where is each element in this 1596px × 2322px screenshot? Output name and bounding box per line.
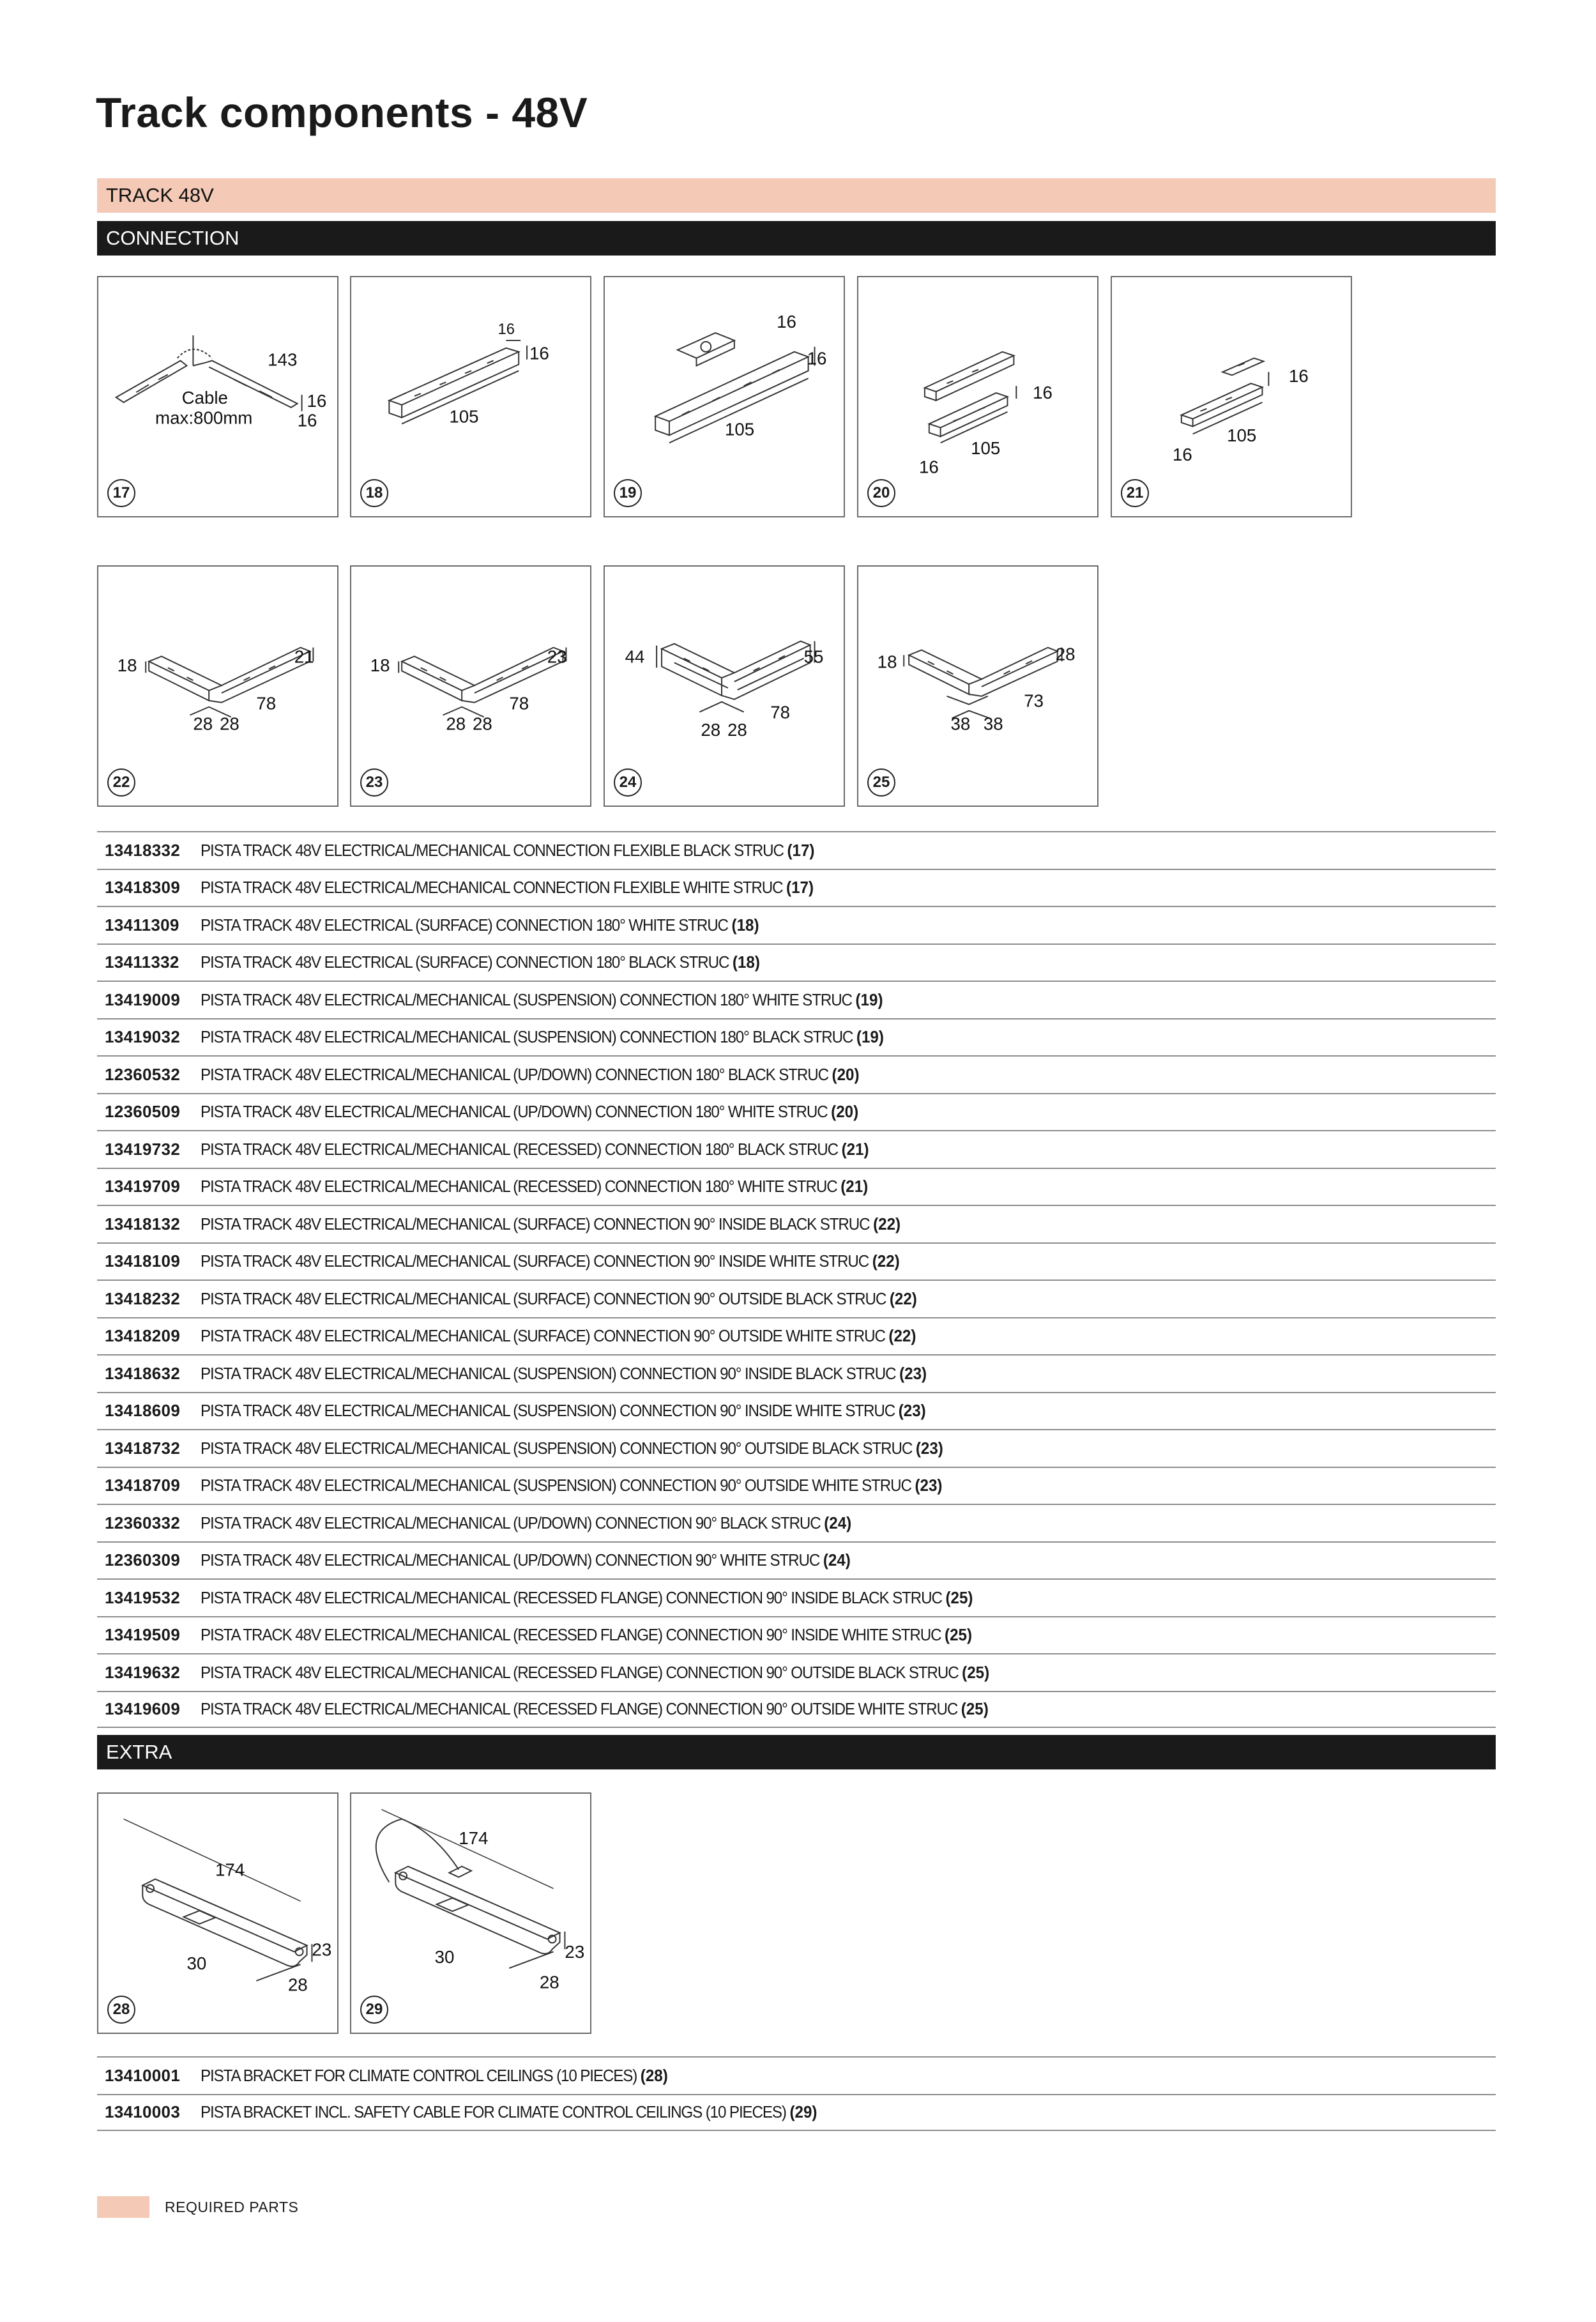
fig21-dim-1: 16 (1289, 366, 1309, 386)
product-description (201, 1364, 1405, 1384)
description-text: PISTA TRACK 48V ELECTRICAL/MECHANICAL (UP/DOWN) CONNECTION 180° WHITE STRUC (201, 1102, 828, 1122)
product-code: 13418109 (105, 1251, 181, 1271)
product-code: 13419632 (105, 1662, 181, 1682)
figure-25 (857, 565, 1098, 807)
fig24-dim-1: 44 (625, 646, 645, 667)
product-description (201, 1102, 1405, 1122)
product-code: 13418609 (105, 1401, 181, 1421)
product-code: 13418709 (105, 1476, 181, 1495)
product-description (201, 2066, 1405, 2086)
section-header-track-48v: TRACK 48V (97, 178, 1496, 213)
product-description (201, 878, 1405, 897)
figure-reference: (29) (789, 2102, 817, 2122)
figure-reference: (25) (962, 1662, 990, 1682)
product-description (201, 915, 1405, 935)
description-text: PISTA TRACK 48V ELECTRICAL/MECHANICAL (SURFACE) CONNECTION 90° INSIDE BLACK STRUC (201, 1214, 870, 1234)
product-description (201, 1439, 1405, 1458)
figure-reference: (23) (915, 1438, 943, 1458)
fig23-dim-2: 23 (547, 646, 567, 667)
description-text: PISTA TRACK 48V ELECTRICAL/MECHANICAL (SUSPENSION) CONNECTION 90° INSIDE BLACK STRUC (201, 1363, 896, 1383)
product-code: 13419709 (105, 1177, 181, 1196)
connector-90-recessed-flange-drawing (858, 567, 1097, 806)
extra-product-table (97, 2056, 1496, 2131)
description-text: PISTA TRACK 48V ELECTRICAL/MECHANICAL (RECESSED FLANGE) CONNECTION 90° INSIDE BLACK STRUC (201, 1587, 942, 1607)
product-description (201, 1550, 1405, 1570)
fig29-dim-4: 28 (539, 1972, 559, 1992)
fig17-dim-1: 143 (268, 349, 298, 370)
product-description (201, 1289, 1405, 1309)
description-text: PISTA BRACKET INCL. SAFETY CABLE FOR CLIMATE CONTROL CEILINGS (10 PIECES) (201, 2102, 786, 2122)
table-row (97, 2094, 1496, 2132)
product-code: 13411309 (105, 915, 179, 935)
description-text: PISTA TRACK 48V ELECTRICAL/MECHANICAL (SURFACE) CONNECTION 90° OUTSIDE WHITE STRUC (201, 1326, 885, 1346)
connection-product-table (97, 831, 1496, 1728)
figure-21 (1111, 276, 1352, 517)
figure-20 (857, 276, 1098, 517)
table-row (97, 1130, 1496, 1168)
table-row (97, 2056, 1496, 2094)
fig24-dim-5: 28 (727, 720, 747, 740)
figure-number: 19 (614, 479, 642, 507)
description-text: PISTA TRACK 48V ELECTRICAL (SURFACE) CONNECTION 180° BLACK STRUC (201, 952, 729, 972)
product-code: 13410003 (105, 2102, 181, 2122)
fig18-dim-3: 105 (449, 406, 479, 427)
bracket-drawing (98, 1794, 337, 2033)
product-description (201, 1513, 1405, 1533)
connection-header: CONNECTION (97, 221, 1496, 256)
table-row (97, 1205, 1496, 1242)
table-row (97, 1279, 1496, 1317)
description-text: PISTA TRACK 48V ELECTRICAL/MECHANICAL (SUSPENSION) CONNECTION 90° INSIDE WHITE STRUC (201, 1401, 895, 1421)
product-description (201, 1251, 1405, 1271)
product-description (201, 841, 1405, 860)
description-text: PISTA TRACK 48V ELECTRICAL/MECHANICAL (RECESSED FLANGE) CONNECTION 90° OUTSIDE WHITE STRUC (201, 1699, 958, 1719)
figure-29 (350, 1792, 591, 2034)
fig28-dim-4: 28 (287, 1974, 308, 1995)
product-description (201, 1476, 1405, 1495)
product-code: 13418309 (105, 878, 181, 897)
fig29-dim-3: 30 (434, 1947, 455, 1967)
fig25-dim-4: 38 (950, 714, 971, 734)
table-row (97, 831, 1496, 869)
figure-reference: (21) (841, 1139, 869, 1159)
fig29-dim-1: 174 (459, 1828, 489, 1849)
figure-17 (97, 276, 338, 517)
description-text: PISTA TRACK 48V ELECTRICAL/MECHANICAL (SURFACE) CONNECTION 90° OUTSIDE BLACK STRUC (201, 1288, 886, 1308)
description-text: PISTA TRACK 48V ELECTRICAL/MECHANICAL (SUSPENSION) CONNECTION 180° WHITE STRUC (201, 989, 852, 1009)
description-text: PISTA TRACK 48V ELECTRICAL/MECHANICAL (UP/DOWN) CONNECTION 90° WHITE STRUC (201, 1550, 820, 1570)
table-row (97, 1653, 1496, 1691)
connector-90-updown-drawing (605, 567, 844, 806)
product-code: 12360309 (105, 1550, 181, 1570)
fig23-dim-3: 78 (509, 693, 529, 714)
fig20-dim-3: 16 (918, 457, 939, 477)
extra-header: EXTRA (97, 1735, 1496, 1769)
table-row (97, 1168, 1496, 1205)
description-text: PISTA TRACK 48V ELECTRICAL/MECHANICAL (SURFACE) CONNECTION 90° INSIDE WHITE STRUC (201, 1251, 869, 1271)
product-code: 12360509 (105, 1102, 181, 1122)
fig24-dim-2: 55 (803, 646, 824, 667)
page-title: Track components - 48V (96, 89, 588, 136)
product-code: 13419509 (105, 1625, 181, 1645)
table-row (97, 1578, 1496, 1616)
figure-number: 23 (360, 768, 388, 797)
description-text: PISTA TRACK 48V ELECTRICAL/MECHANICAL (RECESSED) CONNECTION 180° BLACK STRUC (201, 1139, 838, 1159)
description-text: PISTA TRACK 48V ELECTRICAL/MECHANICAL (SUSPENSION) CONNECTION 90° OUTSIDE WHITE STRUC (201, 1476, 911, 1495)
product-code: 13418232 (105, 1288, 181, 1308)
product-description (201, 1326, 1405, 1346)
product-description (201, 1699, 1405, 1719)
product-code: 13419609 (105, 1699, 181, 1719)
figure-reference: (18) (732, 952, 760, 972)
table-row (97, 869, 1496, 906)
product-code: 13418209 (105, 1326, 181, 1346)
table-row (97, 1467, 1496, 1504)
product-code: 13411332 (105, 952, 179, 972)
table-row (97, 1691, 1496, 1729)
description-text: PISTA TRACK 48V ELECTRICAL/MECHANICAL (RECESSED FLANGE) CONNECTION 90° INSIDE WHITE STRUC (201, 1625, 941, 1645)
figure-number: 29 (360, 1996, 388, 2024)
figure-number: 20 (867, 479, 895, 507)
figure-number: 28 (107, 1996, 135, 2024)
product-description (201, 1065, 1405, 1085)
product-code: 12360532 (105, 1064, 181, 1084)
figure-reference: (23) (898, 1401, 926, 1421)
description-text: PISTA TRACK 48V ELECTRICAL/MECHANICAL (SUSPENSION) CONNECTION 180° BLACK STRUC (201, 1027, 853, 1047)
connector-90-suspension-drawing (351, 567, 590, 806)
fig19-dim-1: 16 (777, 312, 796, 332)
figure-reference: (25) (945, 1625, 973, 1645)
table-row (97, 1541, 1496, 1579)
fig23-dim-1: 18 (370, 655, 390, 676)
product-description (201, 1588, 1405, 1608)
required-parts-swatch (97, 2196, 149, 2218)
product-description (201, 1214, 1405, 1234)
table-row (97, 981, 1496, 1018)
product-code: 12360332 (105, 1513, 181, 1532)
table-row (97, 1093, 1496, 1131)
description-text: PISTA TRACK 48V ELECTRICAL/MECHANICAL CONNECTION FLEXIBLE WHITE STRUC (201, 878, 783, 897)
figure-reference: (25) (961, 1699, 989, 1719)
description-text: PISTA TRACK 48V ELECTRICAL/MECHANICAL (UP/DOWN) CONNECTION 90° BLACK STRUC (201, 1513, 821, 1532)
fig25-dim-5: 38 (983, 714, 1003, 734)
fig23-dim-4: 28 (446, 714, 466, 734)
fig28-dim-3: 30 (186, 1953, 207, 1974)
figure-number: 21 (1121, 479, 1149, 507)
figure-number: 17 (107, 479, 135, 507)
table-row (97, 943, 1496, 981)
figure-reference: (19) (855, 989, 883, 1009)
figure-reference: (20) (832, 1064, 860, 1084)
figure-18 (350, 276, 591, 517)
figure-reference: (18) (731, 915, 759, 935)
figure-number: 25 (867, 768, 895, 797)
figure-number: 18 (360, 479, 388, 507)
table-row (97, 1018, 1496, 1056)
figure-reference: (21) (840, 1177, 869, 1196)
product-code: 13418732 (105, 1438, 181, 1458)
legend-label: REQUIRED PARTS (165, 2198, 299, 2215)
fig28-dim-1: 174 (215, 1860, 245, 1880)
fig19-dim-2: 16 (807, 348, 827, 369)
fig28-dim-2: 23 (312, 1939, 332, 1960)
connector-flexible-drawing (98, 277, 337, 516)
fig24-dim-3: 78 (770, 702, 791, 722)
product-description (201, 1177, 1405, 1196)
table-row (97, 1392, 1496, 1430)
product-code: 13410001 (105, 2065, 181, 2085)
connector-180-recessed-drawing (1112, 277, 1351, 516)
fig21-dim-2: 105 (1227, 425, 1257, 446)
product-code: 13418332 (105, 840, 181, 860)
figure-reference: (17) (787, 840, 815, 860)
figure-19 (604, 276, 845, 517)
table-row (97, 1055, 1496, 1093)
product-description (201, 1140, 1405, 1159)
description-text: PISTA TRACK 48V ELECTRICAL/MECHANICAL (RECESSED) CONNECTION 180° WHITE STRUC (201, 1177, 837, 1196)
fig24-dim-4: 28 (701, 720, 721, 740)
product-code: 13418632 (105, 1363, 181, 1383)
fig22-dim-5: 28 (219, 714, 239, 734)
table-row (97, 1354, 1496, 1392)
figure-28 (97, 1792, 338, 2034)
figure-reference: (17) (786, 878, 814, 897)
connector-180-suspension-drawing (605, 277, 844, 516)
product-description (201, 1401, 1405, 1421)
fig22-dim-4: 28 (193, 714, 213, 734)
fig17-dim-2: Cable (181, 387, 228, 408)
connector-180-updown-drawing (858, 277, 1097, 516)
fig25-dim-1: 18 (877, 652, 897, 672)
figure-reference: (23) (899, 1363, 927, 1383)
description-text: PISTA TRACK 48V ELECTRICAL/MECHANICAL (UP/DOWN) CONNECTION 180° BLACK STRUC (201, 1064, 828, 1084)
figure-22 (97, 565, 338, 807)
figure-number: 24 (614, 768, 642, 797)
product-description (201, 1027, 1405, 1047)
fig18-dim-1: 16 (498, 321, 515, 339)
legend (97, 2196, 298, 2218)
figure-reference: (22) (889, 1288, 917, 1308)
product-description (201, 952, 1405, 972)
fig20-dim-1: 16 (1033, 382, 1053, 402)
table-row (97, 1429, 1496, 1467)
figure-reference: (28) (640, 2065, 668, 2085)
product-code: 13419009 (105, 989, 181, 1009)
figure-reference: (24) (824, 1513, 852, 1532)
fig22-dim-2: 21 (294, 646, 314, 667)
bracket-safety-cable-drawing (351, 1794, 590, 2033)
fig17-dim-4: 16 (307, 390, 327, 411)
figure-number: 22 (107, 768, 135, 797)
description-text: PISTA TRACK 48V ELECTRICAL (SURFACE) CONNECTION 180° WHITE STRUC (201, 915, 728, 935)
product-description (201, 2102, 1405, 2122)
table-row (97, 1242, 1496, 1280)
description-text: PISTA TRACK 48V ELECTRICAL/MECHANICAL CONNECTION FLEXIBLE BLACK STRUC (201, 840, 784, 860)
description-text: PISTA BRACKET FOR CLIMATE CONTROL CEILINGS (10 PIECES) (201, 2065, 637, 2085)
product-code: 13419732 (105, 1139, 181, 1159)
product-code: 13419532 (105, 1587, 181, 1607)
fig23-dim-5: 28 (472, 714, 492, 734)
figure-24 (604, 565, 845, 807)
figure-reference: (20) (831, 1102, 859, 1122)
product-description (201, 990, 1405, 1010)
fig18-dim-2: 16 (529, 343, 549, 363)
product-code: 13418132 (105, 1214, 181, 1234)
fig22-dim-3: 78 (256, 693, 277, 714)
table-row (97, 1317, 1496, 1355)
product-description (201, 1663, 1405, 1683)
description-text: PISTA TRACK 48V ELECTRICAL/MECHANICAL (SUSPENSION) CONNECTION 90° OUTSIDE BLACK STRUC (201, 1438, 913, 1458)
description-text: PISTA TRACK 48V ELECTRICAL/MECHANICAL (RECESSED FLANGE) CONNECTION 90° OUTSIDE BLACK STRUC (201, 1662, 959, 1682)
figure-reference: (24) (823, 1550, 851, 1570)
fig17-dim-3: max:800mm (155, 408, 253, 428)
table-row (97, 906, 1496, 943)
product-description (201, 1625, 1405, 1645)
table-row (97, 1616, 1496, 1654)
fig17-dim-5: 16 (297, 410, 317, 431)
product-code: 13419032 (105, 1027, 181, 1047)
figure-reference: (25) (945, 1587, 973, 1607)
fig21-dim-3: 16 (1172, 444, 1192, 464)
figure-reference: (22) (888, 1326, 916, 1346)
fig19-dim-3: 105 (724, 419, 755, 439)
fig25-dim-2: 28 (1055, 644, 1075, 664)
fig25-dim-3: 73 (1024, 691, 1044, 711)
figure-reference: (19) (856, 1027, 884, 1047)
figure-reference: (22) (872, 1251, 900, 1271)
connector-180-surface-drawing (351, 277, 590, 516)
fig20-dim-2: 105 (971, 438, 1001, 459)
fig29-dim-2: 23 (565, 1942, 585, 1962)
figure-23 (350, 565, 591, 807)
figure-reference: (22) (873, 1214, 901, 1234)
fig22-dim-1: 18 (117, 655, 137, 676)
connector-90-surface-drawing (98, 567, 337, 806)
figure-reference: (23) (915, 1476, 943, 1495)
table-row (97, 1504, 1496, 1541)
